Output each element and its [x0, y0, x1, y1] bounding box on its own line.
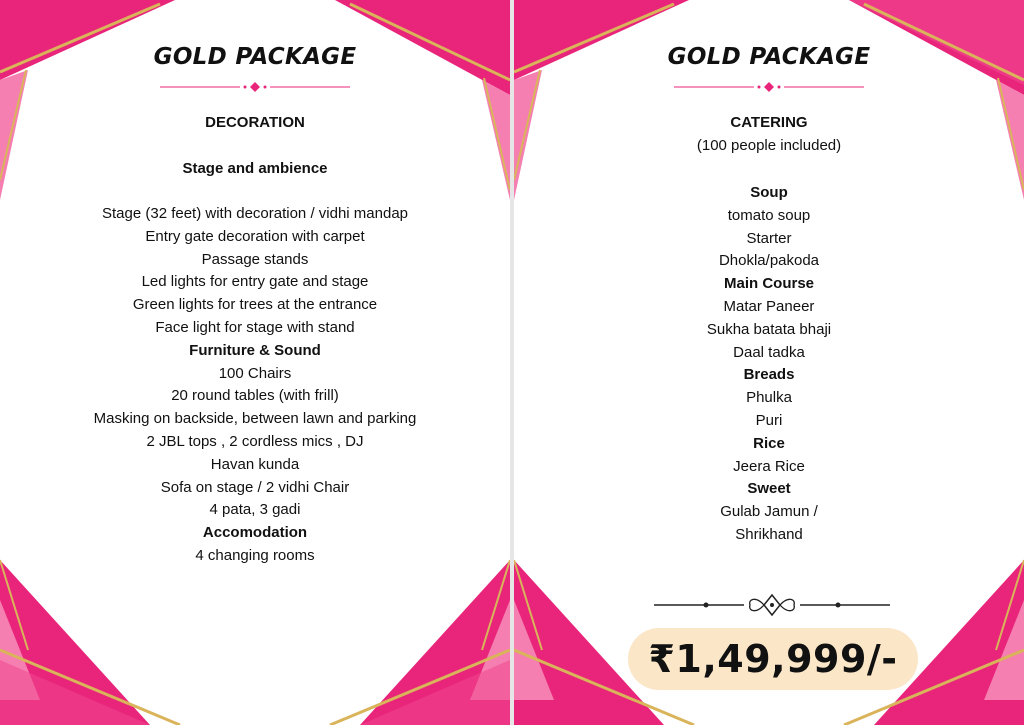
list-item: Sukha batata bhaji [706, 320, 832, 338]
list-item: Havan kunda [210, 455, 300, 473]
subsection-heading: Stage and ambience [182, 160, 328, 177]
list-item: Matar Paneer [723, 297, 815, 315]
list-subheading: Accomodation [202, 524, 308, 542]
flourish-divider-icon [654, 590, 890, 620]
section-heading-decoration: DECORATION [205, 114, 305, 131]
list-item: Face light for stage with stand [155, 318, 355, 336]
list-item: Puri [755, 411, 783, 429]
package-title: GOLD PACKAGE [667, 44, 871, 70]
list-item: Dhokla/pakoda [718, 252, 820, 270]
price-badge [628, 628, 918, 690]
list-subheading: Furniture & Sound [189, 341, 321, 359]
list-item: Stage (32 feet) with decoration / vidhi mandap [101, 205, 408, 222]
list-item: Masking on backside, between lawn and parking [93, 410, 417, 428]
list-item: 20 round tables (with frill) [171, 387, 339, 405]
section-heading-catering: CATERING [730, 114, 808, 131]
list-subheading: Main Course [723, 275, 814, 293]
list-item: Shrikhand [735, 525, 803, 543]
list-item: Sofa on stage / 2 vidhi Chair [160, 478, 350, 496]
list-item: Gulab Jamun / [720, 503, 818, 521]
list-subheading: Breads [743, 366, 795, 384]
price-text: ₹1,49,999/- [648, 637, 898, 681]
list-item: Led lights for entry gate and stage [141, 273, 369, 291]
list-item: Passage stands [201, 250, 309, 268]
list-item: Starter [746, 229, 792, 247]
list-subheading: Rice [753, 434, 785, 452]
right-page [514, 0, 1024, 725]
catering-menu-list [514, 182, 1024, 547]
list-item: Jeera Rice [733, 457, 805, 475]
list-subheading: Sweet [747, 480, 791, 498]
diamond-ornament-icon [160, 82, 350, 92]
package-title: GOLD PACKAGE [153, 44, 357, 70]
list-item: Daal tadka [733, 343, 805, 361]
left-page [0, 0, 510, 725]
list-item: Phulka [746, 389, 792, 407]
list-item: 2 JBL tops , 2 cordless mics , DJ [146, 432, 364, 450]
list-item: Green lights for trees at the entrance [132, 296, 378, 314]
list-item: 100 Chairs [218, 364, 292, 382]
diamond-ornament-icon [674, 82, 864, 92]
list-item: tomato soup [727, 206, 811, 224]
list-subheading: Soup [750, 184, 788, 201]
list-item: 4 pata, 3 gadi [209, 501, 301, 519]
catering-subtitle: (100 people included) [696, 137, 842, 154]
decoration-list [0, 203, 510, 568]
list-item: 4 changing rooms [195, 546, 315, 564]
list-item: Entry gate decoration with carpet [145, 227, 365, 245]
